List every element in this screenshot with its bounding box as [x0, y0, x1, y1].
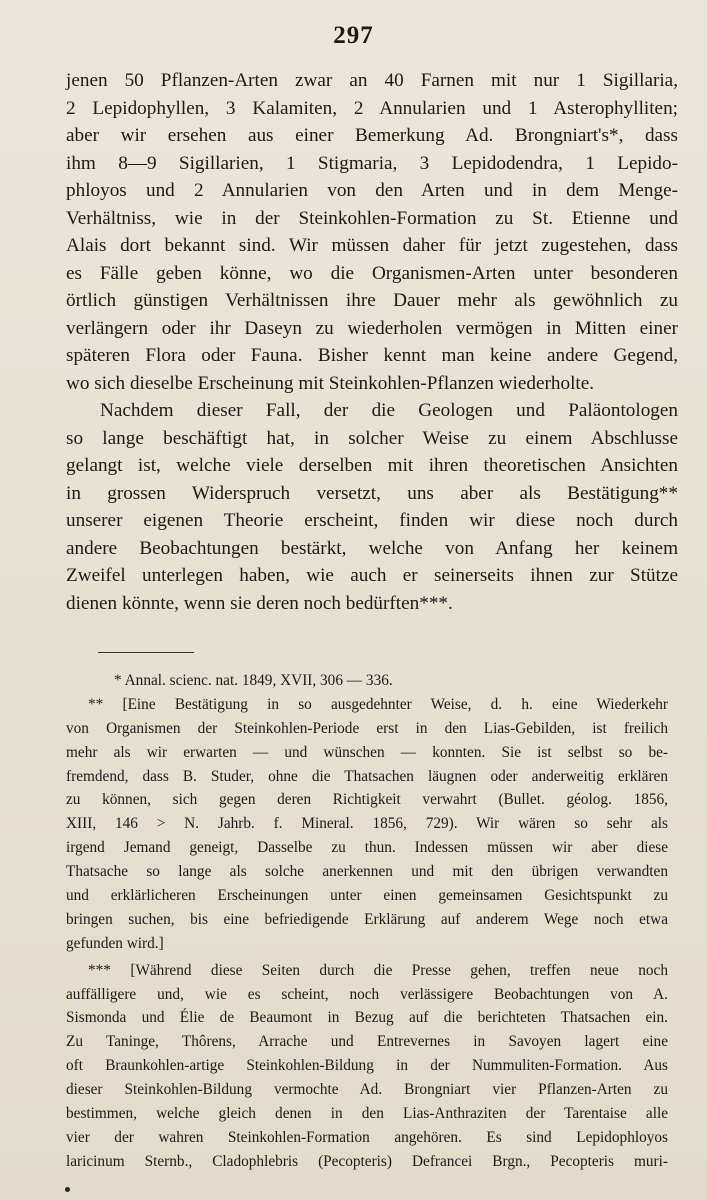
footnote-line: auffälligere und, wie es scheint, noch verlässigere Beobachtungen von A.	[66, 985, 668, 1003]
footnote-line: von Organismen der Steinkohlen-Periode erst in den Lias-Gebilden, ist freilich	[66, 719, 668, 737]
footnote-line: laricinum Sternb., Cladophlebris (Pecopteris) Defrancei Brgn., Pecopteris muri-	[66, 1152, 668, 1170]
text-line: phloyos und 2 Annularien von den Arten und in dem Menge-	[66, 180, 678, 201]
text-line: ihm 8—9 Sigillarien, 1 Stigmaria, 3 Lepidodendra, 1 Lepido-	[66, 152, 678, 174]
main-text	[66, 67, 678, 617]
text-line: aber wir ersehen aus einer Bemerkung Ad. Brongniart's*, dass	[66, 125, 678, 146]
footnotes	[66, 669, 668, 1174]
text-line: gelangt ist, welche viele derselben mit ihren theoretischen Ansichten	[66, 455, 678, 476]
footnote-line: dieser Steinkohlen-Bildung vermochte Ad. Brongniart vier Pflanzen-Arten zu	[66, 1081, 668, 1099]
footnote-line: Zu Taninge, Thôrens, Arrache und Entrevernes in Savoyen lagert eine	[66, 1033, 668, 1051]
text-line: es Fälle geben könne, wo die Organismen-Arten unter besonderen	[66, 262, 678, 284]
text-line: jenen 50 Pflanzen-Arten zwar an 40 Farnen mit nur 1 Sigillaria,	[66, 70, 678, 91]
text-line: dienen könnte, wenn sie deren noch bedürften***.	[66, 592, 453, 614]
footnote-double-start: ** [Eine Bestätigung in so ausgedehnter Weise, d. h. eine Wiederkehr	[88, 695, 668, 713]
footnote-line: vier der wahren Steinkohlen-Formation angehören. Es sind Lepidophloyos	[66, 1128, 668, 1146]
text-line: andere Beobachtungen bestärkt, welche von Anfang her keinem	[66, 537, 678, 559]
text-line: wo sich dieselbe Erscheinung mit Steinkohlen-Pflanzen wiederholte.	[66, 372, 595, 394]
text-line: örtlich günstigen Verhältnissen ihre Dauer mehr als gewöhnlich zu	[66, 290, 678, 311]
footnote-line: bestimmen, welche gleich denen in den Lias-Anthraziten der Tarentaise alle	[66, 1105, 668, 1123]
text-line: so lange beschäftigt hat, in solcher Weise zu einem Abschlusse	[66, 427, 678, 449]
text-line: Alais dort bekannt sind. Wir müssen daher für jetzt zugestehen, dass	[66, 235, 678, 256]
footnote-line: mehr als wir erwarten — und wünschen — konnten. Sie ist selbst so be-	[66, 743, 668, 761]
footnote-line: und erklärlicheren Erscheinungen unter einen gemeinsamen Gesichtspunkt zu	[66, 887, 668, 905]
footnote-triple-start: *** [Während diese Seiten durch die Presse gehen, treffen neue noch	[88, 961, 668, 979]
text-line: in grossen Widerspruch versetzt, uns aber als Bestätigung**	[66, 482, 678, 504]
footnote-divider	[98, 652, 194, 653]
text-line: Zweifel unterlegen haben, wie auch er seinerseits ihnen zur Stütze	[66, 565, 678, 586]
footnote-line: Sismonda und Élie de Beaumont in Bezug auf die berichteten Thatsachen ein.	[66, 1009, 668, 1027]
footnote-line: XIII, 146 > N. Jahrb. f. Mineral. 1856, 729). Wir wären so sehr als	[66, 815, 668, 833]
text-line: unserer eigenen Theorie erscheint, finden wir diese noch durch	[66, 510, 678, 531]
footnote-line: gefunden wird.]	[66, 934, 164, 952]
footnote-line: oft Braunkohlen-artige Steinkohlen-Bildung in der Nummuliten-Formation. Aus	[66, 1057, 668, 1075]
text-line: verlängern oder ihr Daseyn zu wiederholen vermögen in Mitten einer	[66, 317, 678, 339]
footnote-line: Thatsache so lange als solche anerkennen und mit den übrigen verwandten	[66, 863, 668, 881]
footnote-single: * Annal. scienc. nat. 1849, XVII, 306 — 336.	[114, 672, 393, 689]
footnote-line: bringen suchen, bis eine befriedigende Erklärung auf anderem Wege noch etwa	[66, 910, 668, 928]
footnote-line: fremdend, dass B. Studer, ohne die Thatsachen läugnen oder anderweitig erklären	[66, 767, 668, 785]
text-line: 2 Lepidophyllen, 3 Kalamiten, 2 Annularien und 1 Asterophylliten;	[66, 97, 678, 119]
ink-speck	[65, 1187, 70, 1192]
text-line: Verhältniss, wie in der Steinkohlen-Formation zu St. Etienne und	[66, 207, 678, 229]
page-number: 297	[333, 22, 374, 49]
footnote-line: zu können, sich gegen deren Richtigkeit verwahrt (Bullet. géolog. 1856,	[66, 791, 668, 809]
footnote-line: irgend Jemand geneigt, Dasselbe zu thun. Indessen müssen wir aber diese	[66, 839, 668, 857]
paragraph-start-line: Nachdem dieser Fall, der die Geologen und Paläontologen	[100, 400, 678, 421]
text-line: späteren Flora oder Fauna. Bisher kennt man keine andere Gegend,	[66, 345, 678, 366]
